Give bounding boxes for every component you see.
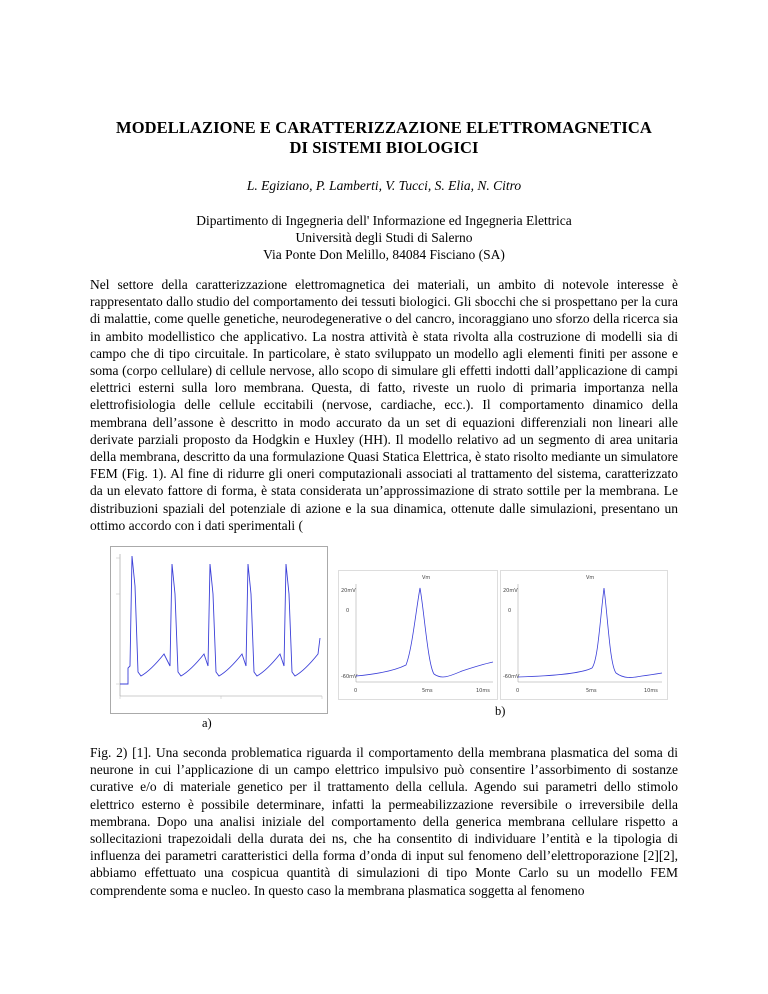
- affiliation: [80, 212, 688, 263]
- b-left-xtick-0: 0: [354, 688, 358, 694]
- b-left-title: Vm: [422, 575, 431, 581]
- b-right-title: Vm: [586, 575, 595, 581]
- paper-title: [80, 118, 688, 158]
- title-line-2: DI SISTEMI BIOLOGICI: [289, 138, 479, 157]
- b-left-xtick-1: 5ms: [422, 688, 433, 694]
- figure-label-b: b): [495, 704, 506, 718]
- body-paragraph-1: Nel settore della caratterizzazione elettromagnetica dei materiali, un ambito di notevole interesse è rappresentato dallo studio del comportamento dei tessuti biologici. Gli sbocchi che si prospettano per la cura di malattie, come quelle genetiche, neurodegenerative o del cancro, incoraggiano uno sforzo della ricerca sia in ambito modellistico che applicativo. La nostra attività è stata rivolta alla costruzione di modelli sia di campo che di tipo circuitale. In particolare, è stato sviluppato un modello agli elementi finiti per assone e soma (corpo cellulare) di cellule nervose, allo scopo di simulare gli effetti indotti dall’applicazione di campi elettrici esterni sulla loro membrana. Questa, di fatto, riveste un ruolo di primaria importanza nella elettrofisiologia delle cellule eccitabili (nervose, cardiache, ecc.). Il comportamento dinamico della membrana dell’assone è descritto in modo accurato da un set di equazioni differenziali non lineari alle derivate parziali proposto da Hodgkin e Huxley (HH). Il modello relativo ad un segmento di area unitaria della membrana, descritto da una formulazione Quasi Statica Elettrica, è stato risolto mediante un simulatore FEM (Fig. 1). Al fine di ridurre gli oneri computazionali associati al trattamento del sistema, caratterizzato da un elevato fattore di forma, è stata considerata un’approssimazione di strato sottile per la membrana. Le distribuzioni spaziali del potenziale di azione e la sua dinamica, ottenute dalle simulazioni, presentano un ottimo accordo con i dati sperimentali (: [90, 277, 678, 533]
- b-left-ytick-mid: 0: [346, 608, 350, 614]
- affiliation-line-2: Università degli Studi di Salerno: [295, 230, 473, 245]
- title-line-1: MODELLAZIONE E CARATTERIZZAZIONE ELETTROMAGNETICA: [116, 118, 652, 137]
- b-right-ytick-top: 20mV: [503, 588, 518, 594]
- b-right-xtick-1: 5ms: [586, 688, 597, 694]
- b-left-ytick-bot: -60mV: [341, 674, 358, 680]
- figure-label-a: a): [202, 716, 212, 730]
- figure-b-left-panel: [338, 570, 498, 700]
- affiliation-line-3: Via Ponte Don Melillo, 84084 Fisciano (SA): [263, 247, 505, 262]
- b-right-xtick-0: 0: [516, 688, 520, 694]
- author-list: L. Egiziano, P. Lamberti, V. Tucci, S. Elia, N. Citro: [246, 178, 522, 193]
- b-right-xtick-2: 10ms: [644, 688, 658, 694]
- b-right-ytick-mid: 0: [508, 608, 512, 614]
- b-left-ytick-top: 20mV: [341, 588, 356, 594]
- affiliation-line-1: Dipartimento di Ingegneria dell' Informazione ed Ingegneria Elettrica: [196, 213, 572, 228]
- b-left-xtick-2: 10ms: [476, 688, 490, 694]
- body-paragraph-2: Fig. 2) [1]. Una seconda problematica riguarda il comportamento della membrana plasmatica del soma di neurone in cui l’applicazione di un campo elettrico impulsivo può consentire l’assorbimento di sostanze curative e/o di materiale genetico per il trattamento della cellula. Agendo sui parametri dello stimolo elettrico esterno è possibile determinare, infatti la permeabilizzazione reversibile o irreversibile della membrana. Dopo una analisi iniziale del comportamento della generica membrana cellulare rispetto a sollecitazioni trapezoidali della durata dei ns, che ha consentito di individuare l’entità e la tipologia di influenza dei parametri caratteristici della forma d’onda di input sul fenomeno dell’elettroporazione [2][2], abbiamo effettuato una cospicua quantità di simulazioni di tipo Monte Carlo su un modello FEM comprendente soma e nucleo. In questo caso la membrana plasmatica soggetta al fenomeno: [90, 745, 678, 898]
- figure-b-right-panel: [500, 570, 668, 700]
- b-right-ytick-bot: -60mV: [503, 674, 520, 680]
- figure-a-plot: [110, 546, 328, 714]
